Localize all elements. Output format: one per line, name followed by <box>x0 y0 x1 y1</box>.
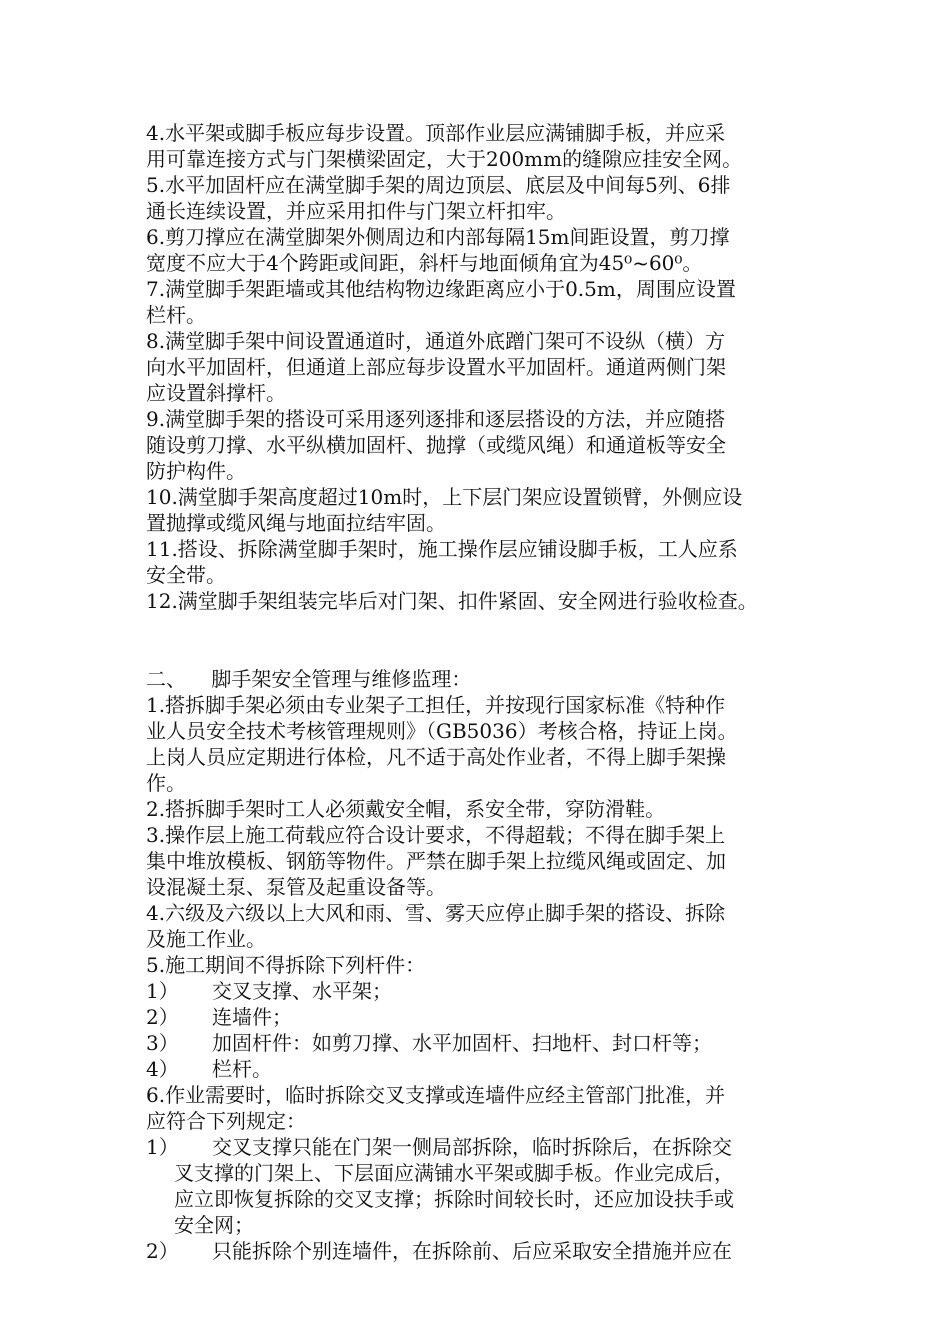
text-line: 2.搭拆脚手架时工人必须戴安全帽，系安全带，穿防滑鞋。 <box>146 797 666 821</box>
section-1 <box>146 120 826 614</box>
list-item <box>146 1238 826 1264</box>
list-text-continued: 应立即恢复拆除的交叉支撑；拆除时间较长时，还应加设扶手或 <box>174 1187 734 1211</box>
text-line: 置抛撑或缆风绳与地面拉结牢固。 <box>146 511 446 535</box>
list-text-continued: 叉支撑的门架上、下层面应满铺水平架或脚手板。作业完成后， <box>174 1161 734 1185</box>
list-number: 1） <box>146 979 179 1003</box>
list-text: 连墙件； <box>212 1005 292 1029</box>
text-line: 6.剪刀撑应在满堂脚架外侧周边和内部每隔15m间距设置，剪刀撑 <box>146 225 730 249</box>
list-text-continued: 安全网； <box>174 1213 254 1237</box>
text-line: 业人员安全技术考核管理规则》（GB5036）考核合格，持证上岗。 <box>146 719 738 743</box>
text-line: 通长连续设置，并应采用扣件与门架立杆扣牢。 <box>146 199 566 223</box>
section-2 <box>146 666 826 1264</box>
text-line: 4.水平架或脚手板应每步设置。顶部作业层应满铺脚手板，并应采 <box>146 121 726 145</box>
text-line: 防护构件。 <box>146 459 246 483</box>
text-line: 5.施工期间不得拆除下列杆件： <box>146 953 426 977</box>
text-line: 用可靠连接方式与门架横梁固定，大于200mm的缝隙应挂安全网。 <box>146 147 743 171</box>
text-line: 5.水平加固杆应在满堂脚手架的周边顶层、底层及中间每5列、6排 <box>146 173 731 197</box>
text-line: 栏杆。 <box>146 303 206 327</box>
document-body <box>146 120 826 1264</box>
text-line: 7.满堂脚手架距墙或其他结构物边缘距离应小于0.5m，周围应设置 <box>146 277 736 301</box>
list-text: 交叉支撑只能在门架一侧局部拆除，临时拆除后，在拆除交 <box>212 1135 732 1159</box>
text-line: 安全带。 <box>146 563 226 587</box>
text-line: 3.操作层上施工荷载应符合设计要求，不得超载；不得在脚手架上 <box>146 823 726 847</box>
text-line: 4.六级及六级以上大风和雨、雪、雾天应停止脚手架的搭设、拆除 <box>146 901 726 925</box>
text-line: 应符合下列规定： <box>146 1109 306 1133</box>
list-number: 3） <box>146 1031 179 1055</box>
text-line: 8.满堂脚手架中间设置通道时，通道外底蹭门架可不设纵（横）方 <box>146 329 726 353</box>
text-line: 10.满堂脚手架高度超过10m时，上下层门架应设置锁臂，外侧应设 <box>146 485 743 509</box>
section-gap <box>146 614 826 666</box>
text-line: 随设剪刀撑、水平纵横加固杆、抛撑（或缆风绳）和通道板等安全 <box>146 433 726 457</box>
text-line: 向水平加固杆，但通道上部应每步设置水平加固杆。通道两侧门架 <box>146 355 726 379</box>
text-line: 设混凝土泵、泵管及起重设备等。 <box>146 875 446 899</box>
text-line: 作。 <box>146 771 186 795</box>
list-item <box>146 1134 826 1238</box>
list-item <box>146 1056 826 1082</box>
list-text: 交叉支撑、水平架； <box>212 979 392 1003</box>
text-line: 1.搭拆脚手架必须由专业架子工担任，并按现行国家标准《特种作 <box>146 693 726 717</box>
list-item <box>146 1030 826 1056</box>
section-heading: 二、 脚手架安全管理与维修监理： <box>146 667 472 691</box>
list-number: 2） <box>146 1239 179 1263</box>
text-line: 9.满堂脚手架的搭设可采用逐列逐排和逐层搭设的方法，并应随搭 <box>146 407 726 431</box>
list-text: 栏杆。 <box>212 1057 272 1081</box>
text-line: 上岗人员应定期进行体检，凡不适于高处作业者，不得上脚手架操 <box>146 745 726 769</box>
text-line: 宽度不应大于4个跨距或间距，斜杆与地面倾角宜为45⁰~60⁰。 <box>146 251 703 275</box>
list-text: 只能拆除个别连墙件，在拆除前、后应采取安全措施并应在 <box>212 1239 732 1263</box>
list-item <box>146 1004 826 1030</box>
list-item <box>146 978 826 1004</box>
list-number: 1） <box>146 1135 179 1159</box>
text-line: 11.搭设、拆除满堂脚手架时，施工操作层应铺设脚手板，工人应系 <box>146 537 738 561</box>
list-text: 加固杆件：如剪刀撑、水平加固杆、扫地杆、封口杆等； <box>212 1031 712 1055</box>
list-number: 2） <box>146 1005 179 1029</box>
text-line: 集中堆放模板、钢筋等物件。严禁在脚手架上拉缆风绳或固定、加 <box>146 849 726 873</box>
text-line: 应设置斜撑杆。 <box>146 381 286 405</box>
text-line: 6.作业需要时，临时拆除交叉支撑或连墙件应经主管部门批准，并 <box>146 1083 726 1107</box>
text-line: 及施工作业。 <box>146 927 266 951</box>
text-line: 12.满堂脚手架组装完毕后对门架、扣件紧固、安全网进行验收检查。 <box>146 589 758 613</box>
list-number: 4） <box>146 1057 179 1081</box>
